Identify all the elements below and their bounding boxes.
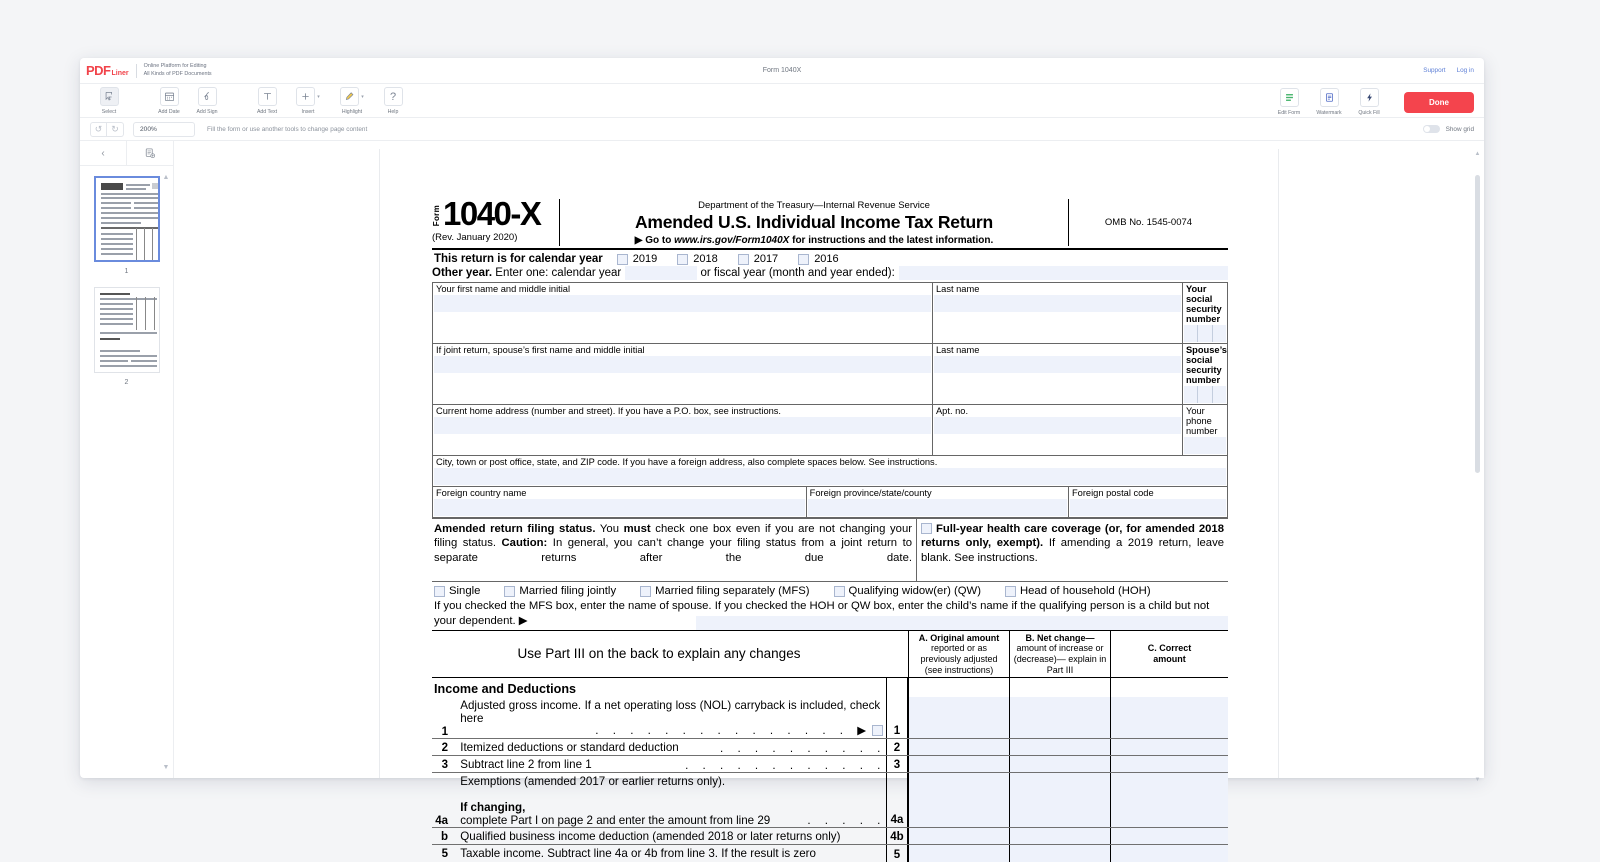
line-4a-text-line2: complete Part I on page 2 and enter the amount from line 29 <box>460 814 771 828</box>
line-4a-amount-c[interactable] <box>1110 773 1228 827</box>
checkbox-head-of-household[interactable] <box>1005 586 1016 597</box>
tool-add-sign[interactable] <box>188 87 226 115</box>
address-cell <box>433 405 933 456</box>
spouse-ssn-cell <box>1182 344 1227 405</box>
column-b-title: B. Net change— <box>1025 632 1095 643</box>
tool-insert-label: Insert <box>301 108 315 115</box>
line-2-dots: . . . . . . . . . . <box>714 742 883 756</box>
city-label: City, town or post office, state, and ZIP code. If you have a foreign address, also complete spaces below. See instructions. <box>436 457 938 467</box>
department-label: Department of the Treasury—Internal Revenue Service <box>698 200 930 211</box>
spouse-ssn-label: Spouse’s social security number <box>1185 345 1227 385</box>
form-line-3 <box>432 756 1228 773</box>
scroll-up-icon[interactable]: ▲ <box>162 173 170 181</box>
spouse-first-name-label: If joint return, spouse’s first name and middle initial <box>436 345 645 355</box>
section-title-row <box>432 678 1228 697</box>
form-revision: (Rev. January 2020) <box>432 232 518 244</box>
line-2-amount-a[interactable] <box>908 739 1009 755</box>
scroll-down-icon[interactable]: ▼ <box>162 763 170 771</box>
line-2-text: Itemized deductions or standard deduction <box>460 741 679 755</box>
column-b-header <box>1009 631 1110 677</box>
year-label-2017: 2017 <box>753 253 779 265</box>
sidebar-scroll-arrows <box>161 172 171 772</box>
line-1-text: Adjusted gross income. If a net operating loss (NOL) carryback is included, check here <box>460 699 881 726</box>
line-4a-number: 4a <box>435 815 448 828</box>
line-5-amount-a[interactable] <box>908 845 1009 862</box>
line-2-amount-b[interactable] <box>1009 739 1110 755</box>
foreign-country-input[interactable] <box>434 499 805 516</box>
form-line-2 <box>432 739 1228 756</box>
ssn-cell <box>1182 283 1227 344</box>
line-3-amount-a[interactable] <box>908 756 1009 772</box>
omb-number: OMB No. 1545-0074 <box>1068 199 1228 246</box>
logo-text: PDF <box>86 63 111 78</box>
spouse-last-name-cell <box>932 344 1182 405</box>
page-thumbnail-list <box>80 176 173 394</box>
ssn-input[interactable] <box>1184 325 1226 342</box>
column-c-header <box>1110 631 1228 677</box>
health-coverage-block <box>916 519 1228 581</box>
scrollbar-thumb[interactable] <box>1475 175 1480 473</box>
other-year-row <box>432 266 1228 282</box>
canvas-vertical-scrollbar[interactable] <box>1474 150 1481 783</box>
line-4b-amount-c[interactable] <box>1110 828 1228 844</box>
top-bar-links <box>1423 67 1484 74</box>
year-option-2019[interactable] <box>617 253 657 265</box>
table-row <box>433 405 1228 456</box>
section-title: Income and Deductions <box>434 682 577 697</box>
form-line-4b <box>432 828 1228 845</box>
other-year-bold: Other year. <box>432 267 493 279</box>
lightning-bolt-icon <box>1360 88 1379 107</box>
option-qualifying-widow-label: Qualifying widow(er) (QW) <box>848 585 981 598</box>
mfs-note: If you checked the MFS box, enter the name of spouse. If you checked the HOH or QW box, enter the child’s name if the qualifying person is a child but not your dependent. ▶ <box>434 600 1210 628</box>
apt-label: Apt. no. <box>935 406 969 416</box>
mfs-note-row <box>432 599 1228 629</box>
support-link[interactable]: Support <box>1423 67 1446 74</box>
tool-quick-fill[interactable] <box>1350 88 1388 116</box>
first-name-label: Your first name and middle initial <box>436 284 571 294</box>
spouse-last-name-input[interactable] <box>934 356 1181 373</box>
text-t-icon <box>258 87 277 106</box>
calendar-year-label: This return is for calendar year <box>434 253 603 265</box>
tool-help[interactable] <box>374 87 412 115</box>
chevron-down-icon[interactable]: ▾ <box>317 93 320 100</box>
form-lines-icon <box>1280 88 1299 107</box>
line-1-amount-b[interactable] <box>1009 697 1110 738</box>
checkbox-2016[interactable] <box>798 254 809 265</box>
filing-status-heading: Amended return filing status. <box>434 523 596 535</box>
chevron-down-icon[interactable]: ▾ <box>361 93 364 100</box>
apt-input[interactable] <box>934 417 1181 434</box>
tool-watermark-label: Watermark <box>1316 109 1342 116</box>
line-4a-cell: 4a <box>886 773 908 827</box>
logo-suffix: Liner <box>111 70 129 77</box>
line-3-amount-c[interactable] <box>1110 756 1228 772</box>
taxpayer-info-table <box>432 282 1228 487</box>
mfs-spouse-name-input[interactable] <box>696 616 1228 630</box>
foreign-postal-label: Foreign postal code <box>1071 488 1154 498</box>
brand-logo[interactable] <box>80 63 212 79</box>
show-grid-switch[interactable] <box>1423 125 1440 134</box>
checkbox-married-separately[interactable] <box>640 586 651 597</box>
form-header <box>432 195 1228 250</box>
calendar-year-row <box>432 250 1228 266</box>
column-a-header <box>908 631 1009 677</box>
sidebar-scroll-area[interactable] <box>80 166 173 778</box>
line-4a-bold: If changing, <box>460 801 526 815</box>
health-coverage-bold: Full-year health care coverage (or, for amended 2018 returns only, exempt). <box>921 523 1224 550</box>
line-4a-amount-a[interactable] <box>908 773 1009 827</box>
filing-status-options <box>432 582 1228 599</box>
checkbox-qualifying-widow[interactable] <box>834 586 845 597</box>
spouse-first-name-cell <box>433 344 933 405</box>
page-thumbnail-1[interactable] <box>94 176 160 262</box>
calendar-year-input[interactable] <box>625 266 697 280</box>
main-toolbar <box>80 84 1484 118</box>
table-row <box>433 487 1228 518</box>
line-2-number: 2 <box>441 742 448 755</box>
option-single-label: Single <box>449 585 481 598</box>
amount-cell-a[interactable] <box>908 678 1009 697</box>
option-married-separately[interactable] <box>640 585 809 597</box>
form-1040x <box>432 195 1228 862</box>
line-4b-amount-b[interactable] <box>1009 828 1110 844</box>
app-body <box>80 141 1484 862</box>
show-grid-label: Show grid <box>1445 125 1474 133</box>
address-label: Current home address (number and street). If you have a P.O. box, see instructions. <box>436 406 782 416</box>
must-bold: must <box>623 523 651 535</box>
phone-cell <box>1182 405 1227 456</box>
column-c-title: C. Correct <box>1147 643 1192 654</box>
tool-add-date[interactable] <box>150 87 188 115</box>
amount-cell-b[interactable] <box>1009 678 1110 697</box>
show-grid-toggle[interactable] <box>1423 125 1474 134</box>
checkbox-nol-carryback[interactable] <box>872 725 883 736</box>
checkbox-2018[interactable] <box>677 254 688 265</box>
filing-status-text3: In general, you can’t change your filing status from a joint return to separate returns after the due date. <box>434 537 912 564</box>
document-title: Form 1040X <box>762 67 802 74</box>
line-5-amount-c[interactable] <box>1110 845 1228 862</box>
line-5-text: Taxable income. Subtract line 4a or 4b from line 3. If the result is zero <box>460 847 816 861</box>
goto-line <box>566 235 1062 246</box>
line-1-number: 1 <box>441 726 448 739</box>
sidebar-header <box>80 141 173 166</box>
filing-status-text2: check one box even if you are not changing your filing status. <box>434 523 912 550</box>
line-1-dots-wrap <box>589 723 883 737</box>
zoom-value: 200% <box>140 125 157 133</box>
page-thumbnail-2[interactable] <box>94 287 160 373</box>
line-3-cell: 3 <box>886 756 908 772</box>
tool-add-text[interactable] <box>248 87 286 115</box>
question-mark-icon: ? <box>384 87 403 106</box>
line-3-text: Subtract line 2 from line 1 <box>460 758 592 772</box>
canvas-scroll-up-icon[interactable]: ▲ <box>1474 150 1481 157</box>
option-single[interactable] <box>434 585 480 597</box>
part3-banner: Use Part III on the back to explain any changes <box>517 646 801 662</box>
option-married-separately-label: Married filing separately (MFS) <box>655 585 810 598</box>
chevron-left-icon[interactable]: ‹ <box>101 147 105 159</box>
caution-bold: Caution: <box>501 537 548 550</box>
add-page-icon[interactable] <box>126 141 173 165</box>
foreign-province-cell <box>806 487 1068 518</box>
option-married-jointly[interactable] <box>504 585 616 597</box>
plus-icon <box>296 87 315 106</box>
option-head-of-household-label: Head of household (HOH) <box>1019 585 1151 598</box>
checkbox-full-year-health-coverage[interactable] <box>921 523 932 534</box>
foreign-address-table <box>432 486 1228 518</box>
line-2-cell: 2 <box>886 739 908 755</box>
line-4a-text: Exemptions (amended 2017 or earlier returns only). <box>460 775 726 789</box>
year-label-2018: 2018 <box>693 253 718 265</box>
ssn-label: Your social security number <box>1185 284 1222 324</box>
city-input[interactable] <box>434 468 1226 485</box>
done-button[interactable]: Done <box>1404 92 1474 113</box>
foreign-postal-cell <box>1068 487 1227 518</box>
amounts-table-header <box>432 630 1228 678</box>
column-a-title: A. Original amount <box>918 632 1000 643</box>
table-row <box>433 283 1228 344</box>
other-year-text: Enter one: calendar year <box>495 267 622 279</box>
fiscal-year-input[interactable] <box>899 266 1228 280</box>
year-option-2016[interactable] <box>798 253 838 265</box>
line-3-amount-b[interactable] <box>1009 756 1110 772</box>
goto-suffix: for instructions and the latest information. <box>789 235 994 246</box>
column-a-sub: reported or as previously adjusted (see instructions) <box>920 643 998 675</box>
app-top-bar <box>80 58 1484 84</box>
logo-divider <box>136 64 137 78</box>
pdf-page-1[interactable] <box>379 149 1279 862</box>
year-label-2016: 2016 <box>814 253 839 265</box>
year-label-2019: 2019 <box>632 253 658 265</box>
form-header-left <box>432 195 560 246</box>
last-name-input[interactable] <box>934 295 1181 312</box>
checkbox-2017[interactable] <box>738 254 749 265</box>
spouse-first-name-input[interactable] <box>434 356 931 373</box>
foreign-country-label: Foreign country name <box>436 488 527 498</box>
zoom-input[interactable] <box>133 122 195 137</box>
form-title: Amended U.S. Individual Income Tax Return <box>634 212 994 232</box>
column-b-sub: amount of increase or (decrease)— explain in Part III <box>1013 643 1107 675</box>
first-name-cell <box>433 283 933 344</box>
cursor-select-icon <box>100 87 119 106</box>
goto-url[interactable]: www.irs.gov/Form1040X <box>674 235 790 246</box>
calendar-icon <box>160 87 179 106</box>
line-5-number: 5 <box>441 848 448 861</box>
toolbar-hint: Fill the form or use another tools to change page content <box>207 125 368 133</box>
option-qualifying-widow[interactable] <box>834 585 981 597</box>
tool-add-text-label: Add Text <box>256 108 278 115</box>
page-number-1: 1 <box>124 268 129 275</box>
line-5-amount-b[interactable] <box>1009 845 1110 862</box>
foreign-country-cell <box>433 487 807 518</box>
tool-highlight[interactable] <box>330 87 374 115</box>
address-input[interactable] <box>434 417 931 434</box>
tool-highlight-label: Highlight <box>341 108 363 115</box>
option-married-jointly-label: Married filing jointly <box>519 585 617 598</box>
tool-help-label: Help <box>387 108 399 115</box>
goto-prefix: ▶ Go to <box>634 235 675 246</box>
line-4b-text: Qualified business income deduction (amended 2018 or later returns only) <box>460 830 841 844</box>
filing-status-block <box>432 518 1228 581</box>
toolbar-right-group <box>1270 87 1474 116</box>
last-name-label: Last name <box>935 284 980 294</box>
zoom-toolbar <box>80 118 1484 141</box>
line-number-cell <box>886 678 908 697</box>
column-c-sub: amount <box>1153 653 1186 664</box>
foreign-postal-input[interactable] <box>1070 499 1226 516</box>
line-2-amount-c[interactable] <box>1110 739 1228 755</box>
form-word: Form <box>432 205 441 227</box>
form-line-4a <box>432 773 1228 828</box>
phone-input[interactable] <box>1184 437 1226 454</box>
checkbox-married-jointly[interactable] <box>504 586 515 597</box>
filing-status-text <box>432 519 916 581</box>
amount-cell-c[interactable] <box>1110 678 1228 697</box>
page-number-2: 2 <box>124 379 129 386</box>
table-row <box>433 456 1228 487</box>
tagline-line-2: All Kinds of PDF Documents <box>143 70 212 77</box>
line-3-number: 3 <box>441 759 448 772</box>
first-name-input[interactable] <box>434 295 931 312</box>
watermark-page-icon <box>1320 88 1339 107</box>
tool-insert[interactable] <box>286 87 330 115</box>
health-coverage-rest: If amending a 2019 return, leave blank. See instructions. <box>921 537 1224 564</box>
line-4b-amount-a[interactable] <box>908 828 1009 844</box>
pdfliner-app-window <box>80 58 1484 862</box>
logo-icon <box>86 64 129 77</box>
tool-add-sign-label: Add Sign <box>196 108 218 115</box>
line-4a-amount-b[interactable] <box>1009 773 1110 827</box>
redo-arrow-icon[interactable]: ↻ <box>107 122 124 137</box>
fiscal-year-text: or fiscal year (month and year ended): <box>700 267 895 279</box>
document-canvas[interactable] <box>174 141 1484 862</box>
tool-edit-form-label: Edit Form <box>1277 109 1301 116</box>
form-line-5 <box>432 845 1228 862</box>
form-number: 1040-X <box>443 195 541 232</box>
table-row <box>433 344 1228 405</box>
year-option-2017[interactable] <box>738 253 778 265</box>
year-option-2018[interactable] <box>677 253 717 265</box>
line-4b-cell: 4b <box>886 828 908 844</box>
checkbox-2019[interactable] <box>617 254 628 265</box>
phone-label: Your phone number <box>1185 406 1218 436</box>
city-cell <box>433 456 1228 487</box>
line-5-cell: 5 <box>886 845 908 862</box>
line-4b-number: b <box>440 831 448 844</box>
apt-cell <box>932 405 1182 456</box>
spouse-last-name-label: Last name <box>935 345 980 355</box>
form-header-center <box>560 199 1068 246</box>
checkbox-single[interactable] <box>434 586 445 597</box>
filing-status-text1: You <box>595 523 624 535</box>
line-1-dots: . . . . . . . . . . . . . . . ▶ <box>589 724 869 738</box>
form-line-1 <box>432 697 1228 739</box>
foreign-province-label: Foreign province/state/county <box>809 488 932 498</box>
tool-quick-fill-label: Quick Fill <box>1358 109 1380 116</box>
line-3-dots: . . . . . . . . . . . . <box>679 759 883 773</box>
filing-status-options-wrap <box>432 581 1228 629</box>
last-name-cell <box>932 283 1182 344</box>
undo-arrow-icon[interactable]: ↺ <box>90 122 107 137</box>
tool-select[interactable] <box>90 87 128 115</box>
tagline-line-1: Online Platform for Editing <box>143 62 207 69</box>
foreign-province-input[interactable] <box>808 499 1067 516</box>
line-1-cell: 1 <box>886 697 908 738</box>
option-head-of-household[interactable] <box>1005 585 1151 597</box>
line-4a-dots: . . . . . <box>801 814 883 828</box>
login-link[interactable]: Log in <box>1456 67 1474 74</box>
signature-icon <box>198 87 217 106</box>
tool-watermark[interactable] <box>1310 88 1348 116</box>
pages-sidebar <box>80 141 174 778</box>
tool-add-date-label: Add Date <box>158 108 180 115</box>
tool-edit-form[interactable] <box>1270 88 1308 116</box>
line-1-amount-c[interactable] <box>1110 697 1228 738</box>
canvas-scroll-down-icon[interactable]: ▼ <box>1474 776 1481 783</box>
line-1-amount-a[interactable] <box>908 697 1009 738</box>
tool-select-label: Select <box>101 108 117 115</box>
highlighter-icon <box>340 87 359 106</box>
spouse-ssn-input[interactable] <box>1184 386 1226 403</box>
